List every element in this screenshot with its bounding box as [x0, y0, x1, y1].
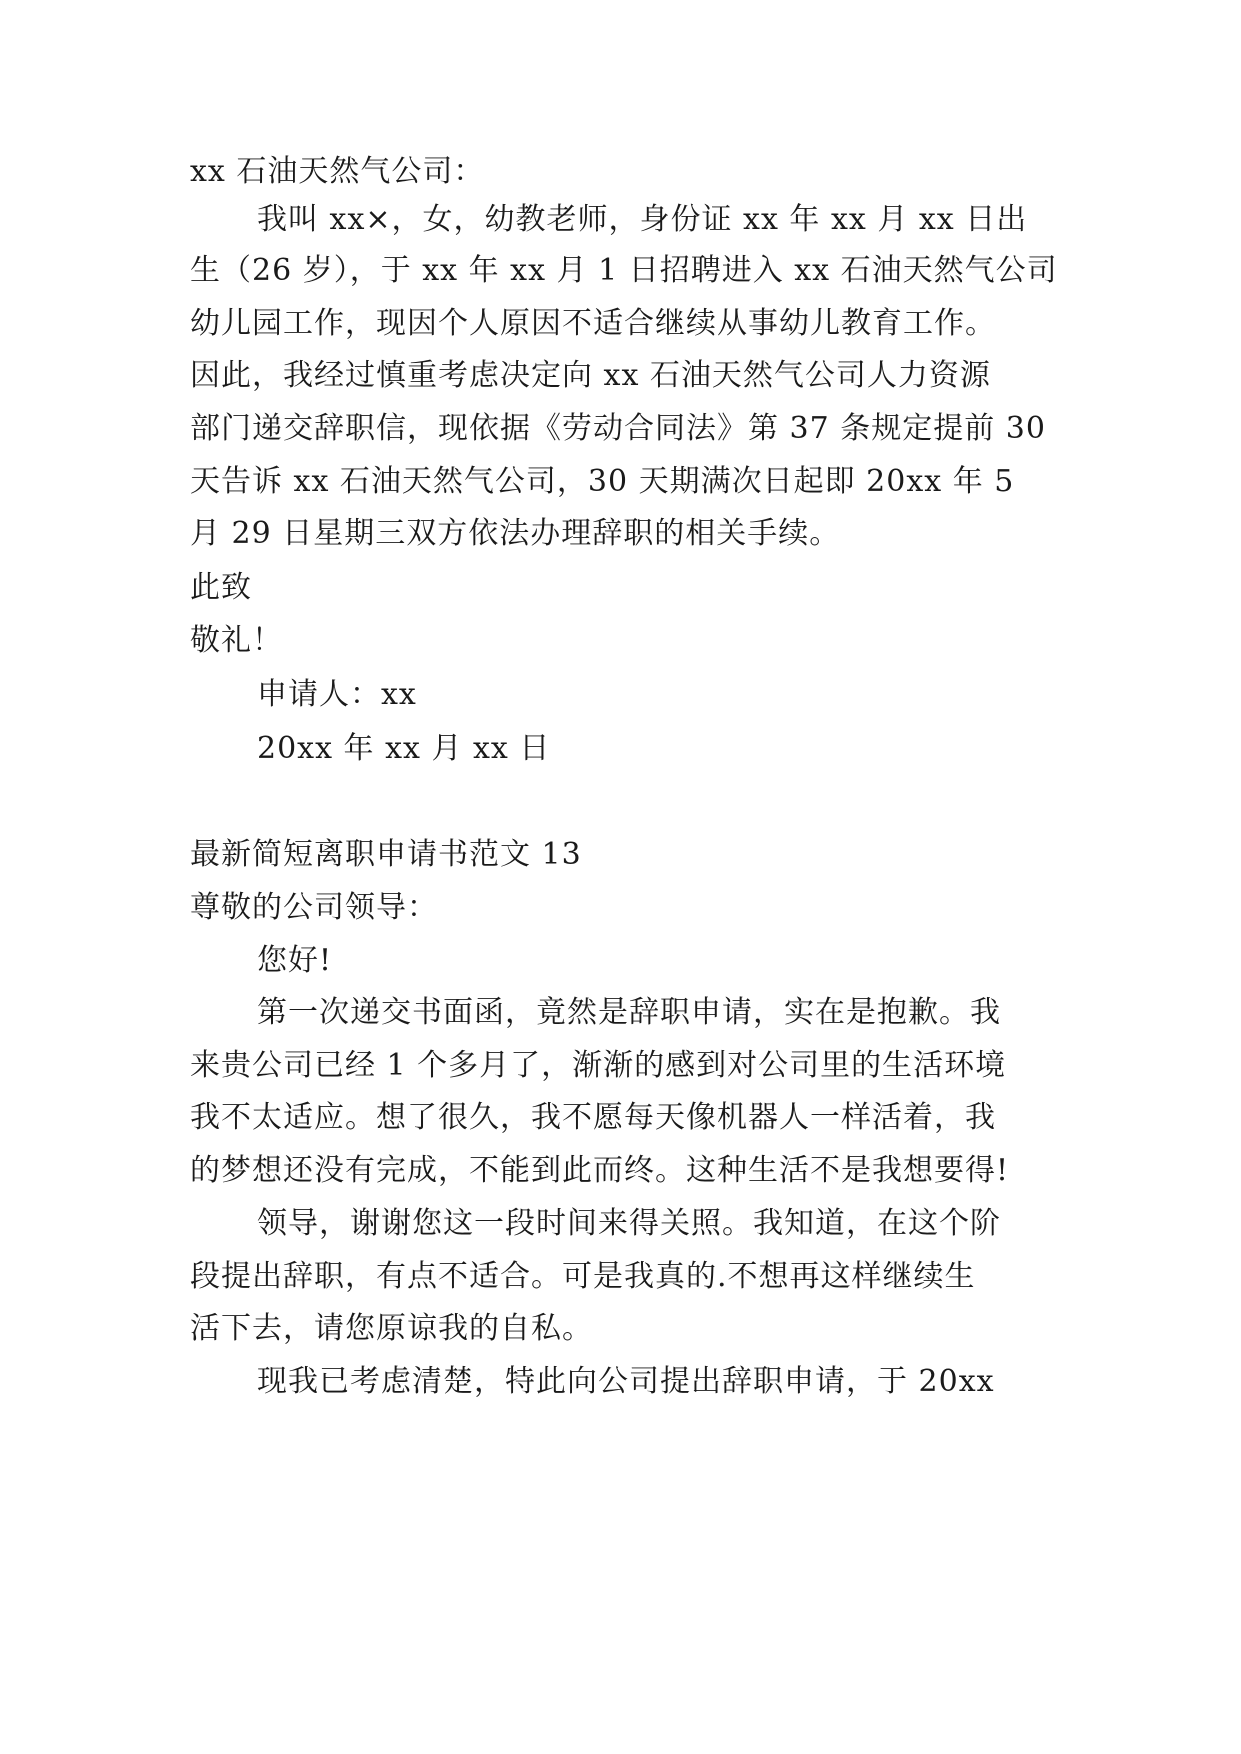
letter2-salutation: 尊敬的公司领导：	[190, 890, 438, 925]
letter2-body-line: 第一次递交书面函，竟然是辞职申请，实在是抱歉。我	[257, 995, 1001, 1030]
letter1-applicant: 申请人：xx	[257, 677, 417, 712]
letter1-date: 20xx 年 xx 月 xx 日	[257, 731, 551, 766]
letter1-body-line: 月 29 日星期三双方依法办理辞职的相关手续。	[190, 516, 841, 551]
letter1-body-line: 天告诉 xx 石油天然气公司，30 天期满次日起即 20xx 年 5	[190, 464, 1015, 499]
letter1-body-line: 生（26 岁），于 xx 年 xx 月 1 日招聘进入 xx 石油天然气公司	[190, 253, 1058, 288]
letter2-body-line: 的梦想还没有完成，不能到此而终。这种生活不是我想要得!	[190, 1153, 1010, 1188]
letter2-body-line: 领导，谢谢您这一段时间来得关照。我知道，在这个阶	[257, 1206, 1001, 1241]
letter2-title: 最新简短离职申请书范文 13	[190, 837, 582, 872]
letter2-body-line: 来贵公司已经 1 个多月了，渐渐的感到对公司里的生活环境	[190, 1048, 1007, 1083]
letter1-closing-2: 敬礼！	[190, 623, 283, 658]
letter1-body-line: 我叫 xx×，女，幼教老师，身份证 xx 年 xx 月 xx 日出	[257, 202, 1028, 237]
letter2-greeting: 您好!	[257, 943, 333, 978]
letter1-salutation: xx 石油天然气公司：	[190, 154, 485, 189]
letter2-body-line: 现我已考虑清楚，特此向公司提出辞职申请，于 20xx	[257, 1364, 995, 1399]
letter2-body-line: 我不太适应。想了很久，我不愿每天像机器人一样活着，我	[190, 1100, 996, 1135]
letter1-body-line: 因此，我经过慎重考虑决定向 xx 石油天然气公司人力资源	[190, 358, 991, 393]
letter1-body-line: 幼儿园工作，现因个人原因不适合继续从事幼儿教育工作。	[190, 306, 996, 341]
letter1-closing-1: 此致	[190, 570, 252, 605]
letter1-body-line: 部门递交辞职信，现依据《劳动合同法》第 37 条规定提前 30	[190, 411, 1046, 446]
letter2-body-line: 段提出辞职，有点不适合。可是我真的.不想再这样继续生	[190, 1259, 976, 1294]
letter2-body-line: 活下去，请您原谅我的自私。	[190, 1311, 593, 1346]
